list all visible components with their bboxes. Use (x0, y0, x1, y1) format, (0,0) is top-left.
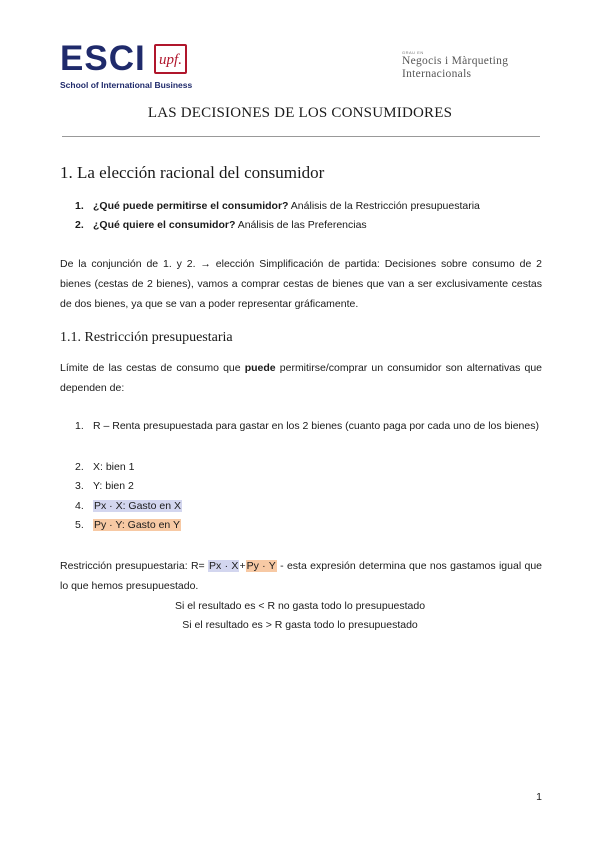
upf-logo-badge: upf. (154, 44, 187, 74)
question-2-bold: ¿Qué quiere el consumidor? (93, 219, 236, 231)
list-item (75, 457, 134, 477)
paragraph-limit-a: Límite de las cestas de consumo que (60, 362, 245, 374)
list-item-text: Y: bien 2 (93, 480, 134, 492)
question-1-rest: Análisis de la Restricción presupuestaria (288, 200, 480, 212)
esci-logo-subtitle: School of International Business (60, 80, 193, 90)
budget-text-a: Restricción presupuestaria: R= (60, 560, 209, 572)
list-item (75, 515, 181, 535)
degree-logo-line1: Negocis i Màrqueting (402, 55, 509, 67)
document-title: LAS DECISIONES DE LOS CONSUMIDORES (147, 105, 453, 121)
list-item-text-highlight-orange: Py · Y: Gasto en Y (94, 519, 180, 531)
degree-logo-line2: Internacionals (402, 68, 472, 80)
list-item-text-highlight-blue: Px · X: Gasto en X (94, 500, 181, 512)
list-item (75, 476, 134, 496)
list-item-text: X: bien 1 (93, 461, 135, 473)
budget-px-highlight: Px · X (209, 560, 239, 572)
esci-logo (60, 40, 200, 92)
paragraph-limit-bold: puede (244, 362, 276, 374)
budget-py-highlight: Py · Y (246, 560, 276, 572)
paragraph-limit-b: permitirse/comprar un consumidor son alternativas que dependen de: (60, 362, 542, 394)
question-1-bold: ¿Qué puede permitirse el consumidor? (93, 200, 289, 212)
question-2 (75, 215, 367, 235)
question-2-number: 2. (75, 219, 84, 231)
list-item-number: 2. (75, 461, 84, 473)
paragraph-conjunction: De la conjunción de 1. y 2. → elección Simplificación de partida: Decisiones sobre consumo de 2 bienes (cestas de 2 bienes), vamos a comprar cestas de bienes que van a ser exclusivamente cestas de dos bienes, ya que se van a poder representar gráficamente. (60, 258, 542, 310)
section-1-1-heading: 1.1. Restricción presupuestaria (60, 330, 233, 345)
esci-logo-text: ESCI (60, 39, 146, 78)
budget-plus: + (239, 560, 246, 572)
paragraph-budget-constraint (60, 556, 542, 596)
list-item-number: 5. (75, 519, 84, 531)
question-1 (75, 196, 480, 216)
question-2-rest: Análisis de las Preferencias (235, 219, 367, 231)
list-item (75, 416, 542, 436)
paragraph-limit (60, 358, 542, 398)
degree-logo (402, 50, 532, 100)
title-divider (62, 136, 540, 137)
list-item (75, 496, 182, 516)
section-1-heading: 1. La elección racional del consumidor (60, 163, 325, 182)
result-more-line: Si el resultado es > R gasta todo lo presupuestado (182, 619, 418, 631)
page-number: 1 (536, 791, 542, 803)
list-item-number: 3. (75, 480, 84, 492)
question-1-number: 1. (75, 200, 84, 212)
list-item-number: 4. (75, 500, 84, 512)
list-item-text: R – Renta presupuestada para gastar en los 2 bienes (cuanto paga por cada uno de los bienes) (93, 420, 539, 432)
budget-text-b: - esta expresión determina que nos gastamos igual que lo que hemos presupuestado. (60, 560, 543, 592)
degree-logo-small: GRAU EN (402, 50, 424, 55)
list-item-number: 1. (75, 420, 84, 432)
result-less-line: Si el resultado es < R no gasta todo lo presupuestado (174, 600, 426, 612)
